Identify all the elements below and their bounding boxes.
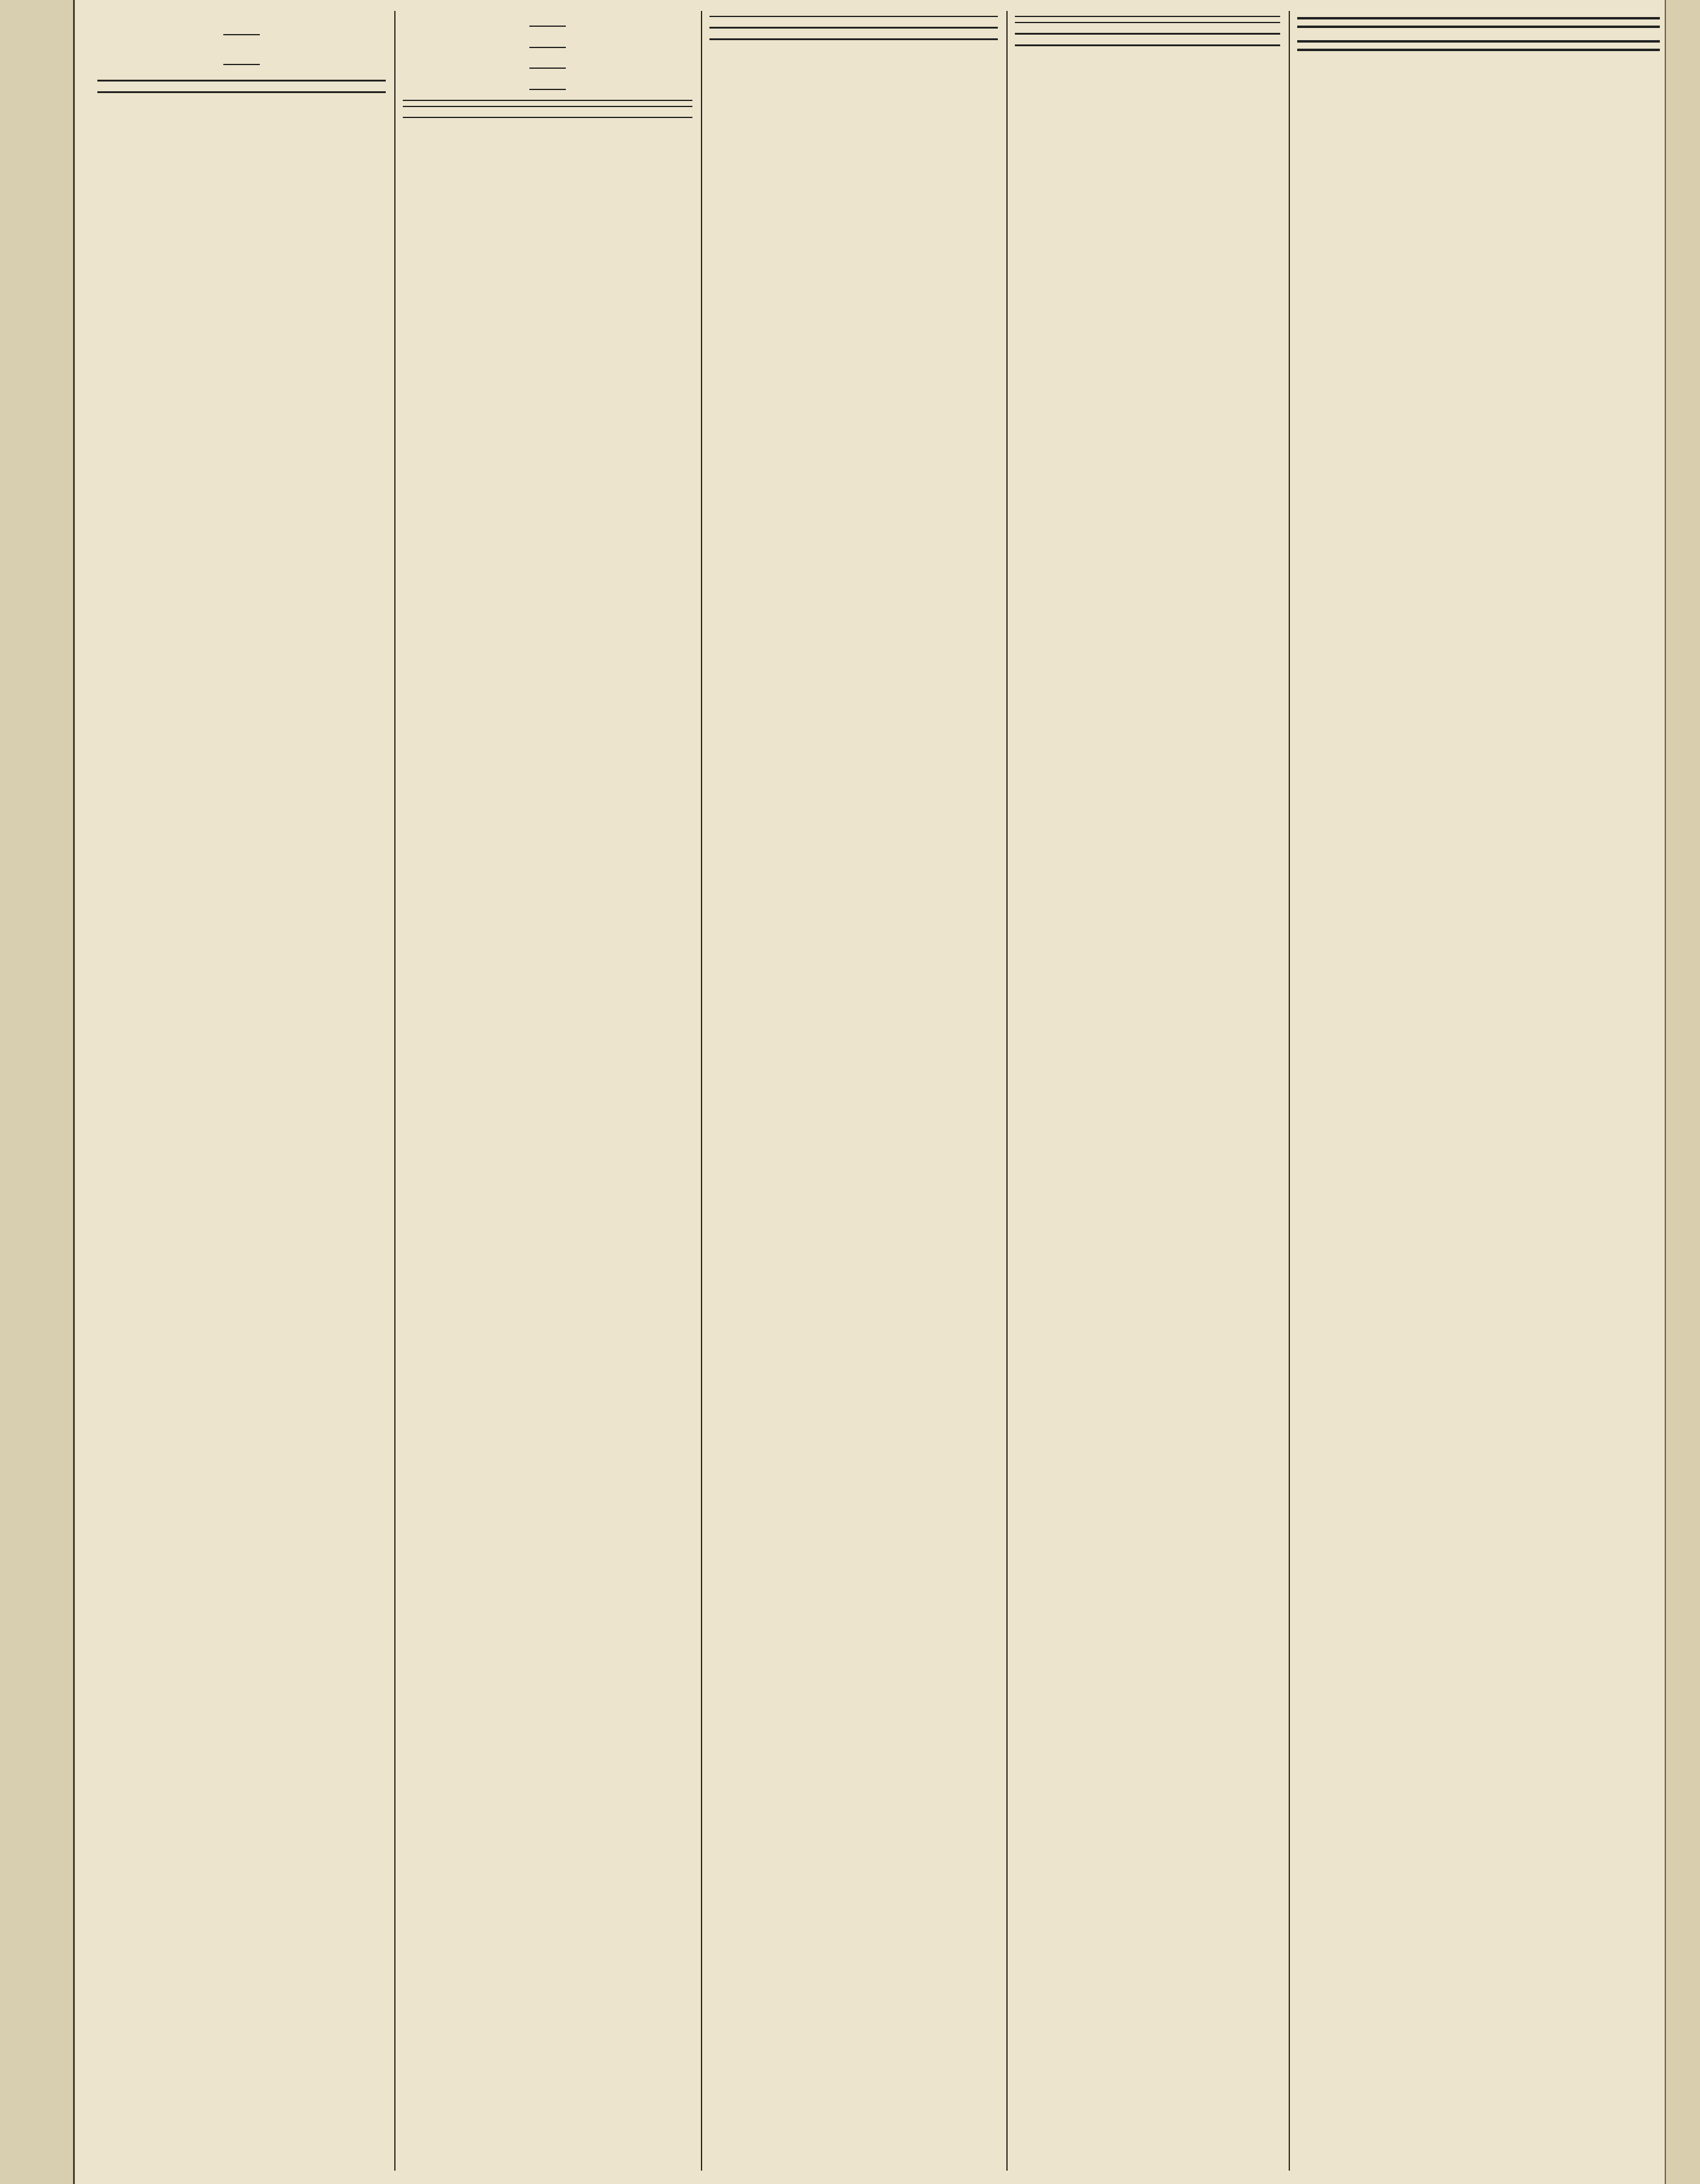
column-4 [1015, 11, 1280, 2171]
divider [1015, 16, 1280, 17]
dispacci-subtitle [1015, 40, 1280, 46]
column-5 [1297, 11, 1660, 2171]
column-rule [1289, 11, 1290, 2171]
divider [97, 53, 386, 71]
dispacci-title [1015, 33, 1280, 40]
adjacent-page-spine [0, 0, 75, 2184]
divider [403, 106, 692, 107]
column-rule [701, 11, 702, 2171]
column-1 [97, 11, 386, 2171]
column-2 [403, 11, 692, 2171]
divider [1015, 22, 1280, 23]
divider [403, 78, 692, 96]
divider [709, 16, 998, 17]
page-edge [1665, 0, 1700, 2184]
divider [1297, 40, 1660, 43]
divider [1297, 26, 1660, 28]
spine-text-fragments [0, 0, 73, 5]
notizie-title [403, 117, 692, 123]
divider [403, 15, 692, 32]
column-3 [709, 11, 998, 2171]
column-rule [1006, 11, 1008, 2171]
divider [1297, 49, 1660, 51]
column-rule [394, 11, 395, 2171]
divider [403, 36, 692, 54]
divider [1297, 17, 1660, 19]
divider [97, 23, 386, 41]
cronaca-title [97, 80, 386, 93]
notizie-ultime-title [709, 27, 998, 40]
divider [403, 100, 692, 101]
divider [403, 57, 692, 74]
